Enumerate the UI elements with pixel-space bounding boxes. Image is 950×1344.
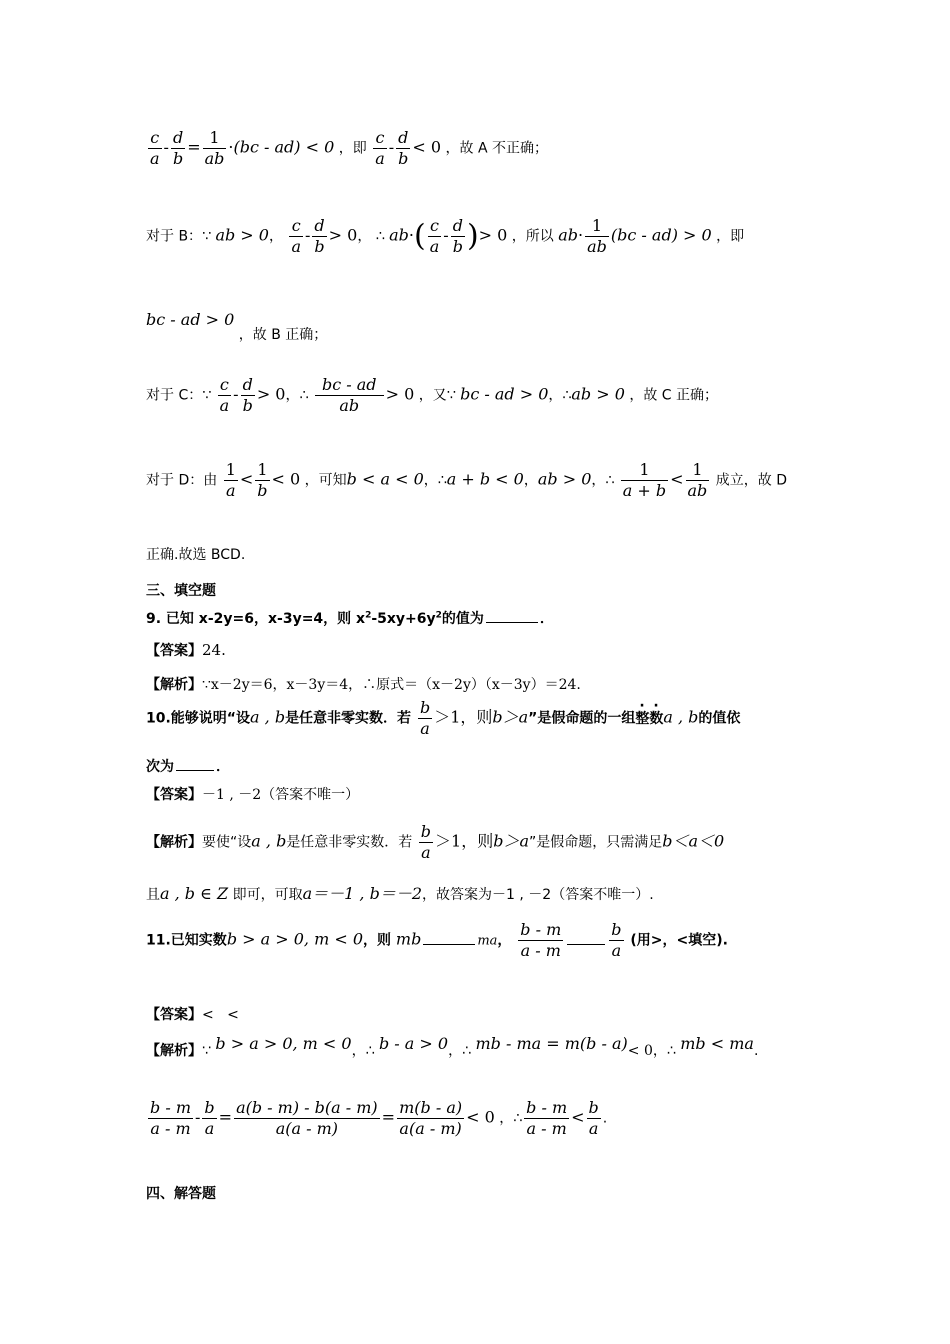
text-b-correct: ，故 B 正确； — [238, 327, 328, 343]
because-symbol: ∵ — [202, 228, 211, 245]
analysis-label: 【解析】 — [146, 1043, 202, 1059]
text-ji: ，即 — [338, 140, 367, 157]
q10-text-3: ＞1，则 — [434, 707, 493, 727]
text-so: ，所以 — [511, 228, 554, 245]
q10a2-values: a＝－1 , b＝－2 — [302, 884, 423, 903]
frac-b-a-q11: $\frac{b}{a}$ — [611, 920, 622, 960]
q11a-cond: b > a > 0, m < 0 — [215, 1034, 352, 1053]
answer-blank-q10[interactable] — [176, 756, 214, 771]
q10-cont-end: ． — [216, 759, 230, 775]
q11-analysis-equation: $\frac{b - m}{a - m}$ - $\frac{b}{a}$ = $\frac{a(b - m) - b(a - m)}{a(a - m)}$ = $\frac{m(b - a)}{a(a - m)}$ < 0 ，∴ $\frac{b - m}{a - m}$ < $\frac{b}{a}$ . — [150, 1098, 608, 1138]
q10-dot-2: 数 — [649, 710, 664, 727]
frac-d-b-b2: $\frac{d}{b}$ — [452, 216, 463, 256]
label-c: 对于 C： — [146, 387, 203, 404]
comma: ， — [423, 472, 438, 489]
because-symbol: ∵ — [202, 1043, 211, 1059]
q10-answer — [146, 788, 359, 802]
frac-d-b-2: $\frac{d}{b}$ — [398, 128, 409, 168]
text-c-correct: ，故 C 正确； — [629, 387, 719, 404]
answer-blank-q11-2[interactable] — [567, 930, 605, 945]
frac-1-apb: $\frac{1}{a + b}$ — [622, 460, 667, 500]
q10a-text-3: ＞1，则 — [435, 831, 494, 851]
q11-text-2: ，则 — [363, 932, 392, 949]
q9-sup-1: 2 — [365, 610, 372, 621]
q11a-e3: mb < ma — [680, 1034, 754, 1053]
text-also: ，又∵ — [418, 387, 456, 404]
q10a-text-2: 是任意非零实数．若 — [286, 834, 413, 851]
q11-analysis — [146, 1034, 759, 1059]
line-d-conclusion: 正确.故选 BCD. — [146, 547, 246, 563]
frac-mba-aam: $\frac{m(b - a)}{a(a - m)}$ — [399, 1098, 463, 1138]
frac-1-b: $\frac{1}{b}$ — [257, 460, 268, 500]
question-10 — [146, 698, 740, 739]
q11-text-3: (用>，<填空). — [630, 932, 728, 949]
frac-b-a-2: $\frac{b}{a}$ — [204, 1098, 215, 1138]
frac-d-b-b: $\frac{d}{b}$ — [314, 216, 325, 256]
label-d: 对于 D：由 — [146, 472, 218, 489]
comma: ， — [357, 228, 372, 245]
question-10-cont — [146, 756, 230, 774]
answer-value: 24. — [202, 641, 226, 659]
q11-text-1: 11.已知实数 — [146, 932, 227, 949]
q9-end: ． — [539, 611, 554, 627]
q10-text-5: 的值依 — [698, 710, 741, 727]
frac-d-b-c: $\frac{d}{b}$ — [242, 375, 253, 415]
q11a-t1: ，∴ — [351, 1043, 375, 1059]
text-ji-b: ，即 — [716, 228, 745, 245]
frac-1-ab: $\frac{1}{ab}$ — [204, 128, 225, 168]
q11a-t2: ，∴ — [448, 1043, 472, 1059]
frac-1-ab-d: $\frac{1}{ab}$ — [687, 460, 708, 500]
answer-blank-q11-1[interactable] — [423, 930, 475, 945]
answer-label: 【答案】 — [146, 1007, 202, 1023]
answer-value: < < — [202, 1007, 239, 1023]
q11-answer — [146, 1008, 239, 1022]
q9-analysis — [146, 678, 581, 692]
q11-comma: ， — [497, 932, 512, 949]
frac-b-a-3: $\frac{b}{a}$ — [588, 1098, 599, 1138]
line-a-conclusion: $\frac{c}{a}$ - $\frac{d}{b}$ = $\frac{1}{ab}$ ·(bc - ad) < 0 ，即 $\frac{c}{a}$ - $\frac{d}{b}$ < 0 ，故 A 不正确； — [150, 128, 549, 168]
section-title-solve: 四、解答题 — [146, 1186, 216, 1202]
q9-text-3: 的值为 — [441, 611, 484, 627]
analysis-label: 【解析】 — [146, 677, 202, 693]
q9-sup-2: 2 — [435, 610, 442, 621]
line-d: 对于 D：由 $\frac{1}{a}$ < $\frac{1}{b}$ < 0 ，可知b < a < 0，∴a + b < 0，ab > 0，∴ $\frac{1}{a + b}$ < $\frac{1}{ab}$ 成立，故 D — [146, 460, 787, 500]
comma: ， — [285, 387, 300, 404]
q10-ba: b＞a — [492, 707, 529, 727]
analysis-label: 【解析】 — [146, 834, 202, 851]
text-d-holds: 成立，故 D — [715, 472, 787, 489]
q11a-dot: . — [753, 1043, 759, 1059]
q10a2-text-1: 且 — [146, 887, 160, 903]
frac-bm-am-2: $\frac{b - m}{a - m}$ — [150, 1098, 191, 1138]
q10-ab: a , b — [250, 707, 286, 727]
frac-d-b: $\frac{d}{b}$ — [172, 128, 184, 168]
q10-text-1: 10.能够说明“设 — [146, 710, 251, 727]
q10a-text-1: 要使“设 — [202, 834, 252, 851]
q10-text-2: 是任意非零实数．若 — [285, 710, 412, 727]
label-b: 对于 B： — [146, 228, 203, 245]
frac-c-a-b: $\frac{c}{a}$ — [291, 216, 301, 256]
line-b-conclusion: bc - ad > 0 ，故 B 正确； — [146, 310, 328, 343]
q10-text-4: ”是假命题的一组 — [528, 710, 636, 727]
frac-b-a-q10a: $\frac{b}{a}$ — [420, 822, 432, 862]
frac-c-a-c: $\frac{c}{a}$ — [219, 375, 230, 415]
frac-b-a-q10: $\frac{b}{a}$ — [419, 698, 431, 738]
q10a-ba: b＞a — [493, 831, 529, 851]
answer-label: 【答案】 — [146, 787, 202, 803]
answer-value: －1 , －2（答案不唯一） — [202, 787, 360, 803]
line-b: 对于 B：∵ ab > 0， $\frac{c}{a}$ - $\frac{d}{b}$ > 0， ∴ ab·( $\frac{c}{a}$ - $\frac{d}{b}$ )> 0 ，所以 ab· $\frac{1}{ab}$ (bc - ad) > 0 ，即 — [146, 216, 745, 256]
q10a-text-4: ”是假命题，只需满足 — [529, 834, 663, 851]
q10a-cond: b＜a＜0 — [662, 831, 725, 851]
q9-text-2: -5xy+6y — [371, 611, 436, 627]
frac-c-a-2: $\frac{c}{a}$ — [375, 128, 385, 168]
q11a-e2b: < 0 — [627, 1043, 653, 1059]
therefore-symbol: ∴ — [375, 228, 385, 245]
q10-dot-1: 整 — [635, 710, 650, 727]
frac-c-a-b2: $\frac{c}{a}$ — [429, 216, 440, 256]
q11a-t3: ，∴ — [652, 1043, 676, 1059]
q11-cond: b > a > 0, m < 0 — [226, 929, 364, 949]
answer-label: 【答案】 — [146, 643, 202, 659]
q9-answer — [146, 643, 226, 658]
question-9 — [146, 608, 554, 626]
question-11 — [146, 920, 728, 961]
q10a2-abz: a , b ∈ Z — [160, 884, 229, 903]
analysis-text: ∵x－2y＝6，x－3y＝4，∴原式＝（x－2y）（x－3y）＝24. — [202, 677, 581, 693]
q10-analysis-cont — [146, 886, 654, 902]
q10-analysis — [146, 822, 724, 863]
comma: ， — [268, 228, 283, 245]
line-c: 对于 C：∵ $\frac{c}{a}$ - $\frac{d}{b}$ > 0，∴ $\frac{bc - ad}{ab}$ > 0 ，又∵ bc - ad > 0，∴ab > 0 ，故 C 正确； — [146, 375, 719, 415]
q10a-ab: a , b — [251, 831, 287, 851]
q11a-e1: b - a > 0 — [378, 1034, 449, 1053]
frac-1-a: $\frac{1}{a}$ — [225, 460, 236, 500]
q10a2-text-2: 即可，可取 — [228, 887, 303, 903]
q11-mb: mb — [395, 929, 422, 949]
text-know: ，可知 — [304, 472, 347, 489]
section-title-fill-blank: 三、填空题 — [146, 583, 216, 599]
q9-text-1: 9. 已知 x-2y=6，x-3y=4，则 x — [146, 611, 366, 627]
frac-1-ab-b: $\frac{1}{ab}$ — [587, 216, 607, 256]
comma: ， — [548, 387, 563, 404]
frac-bm-am: $\frac{b - m}{a - m}$ — [520, 920, 562, 960]
q10a2-text-3: ，故答案为－1 , －2（答案不唯一）. — [422, 887, 654, 903]
q11a-e2: mb - ma = m(b - a) — [475, 1034, 628, 1053]
frac-bm-am-3: $\frac{b - m}{a - m}$ — [526, 1098, 568, 1138]
q10-ab-2: a , b — [663, 707, 699, 727]
comma: ， — [523, 472, 538, 489]
answer-blank-q9[interactable] — [486, 608, 538, 623]
q10-cont-text: 次为 — [146, 759, 174, 775]
frac-bcad-ab: $\frac{bc - ad}{ab}$ — [316, 375, 382, 415]
text-a-wrong: ，故 A 不正确； — [445, 140, 549, 157]
q11-ma: ma — [477, 933, 498, 949]
frac-c-a: $\frac{c}{a}$ — [150, 128, 160, 168]
frac-numerator-expand: $\frac{a(b - m) - b(a - m)}{a(a - m)}$ — [236, 1098, 378, 1138]
